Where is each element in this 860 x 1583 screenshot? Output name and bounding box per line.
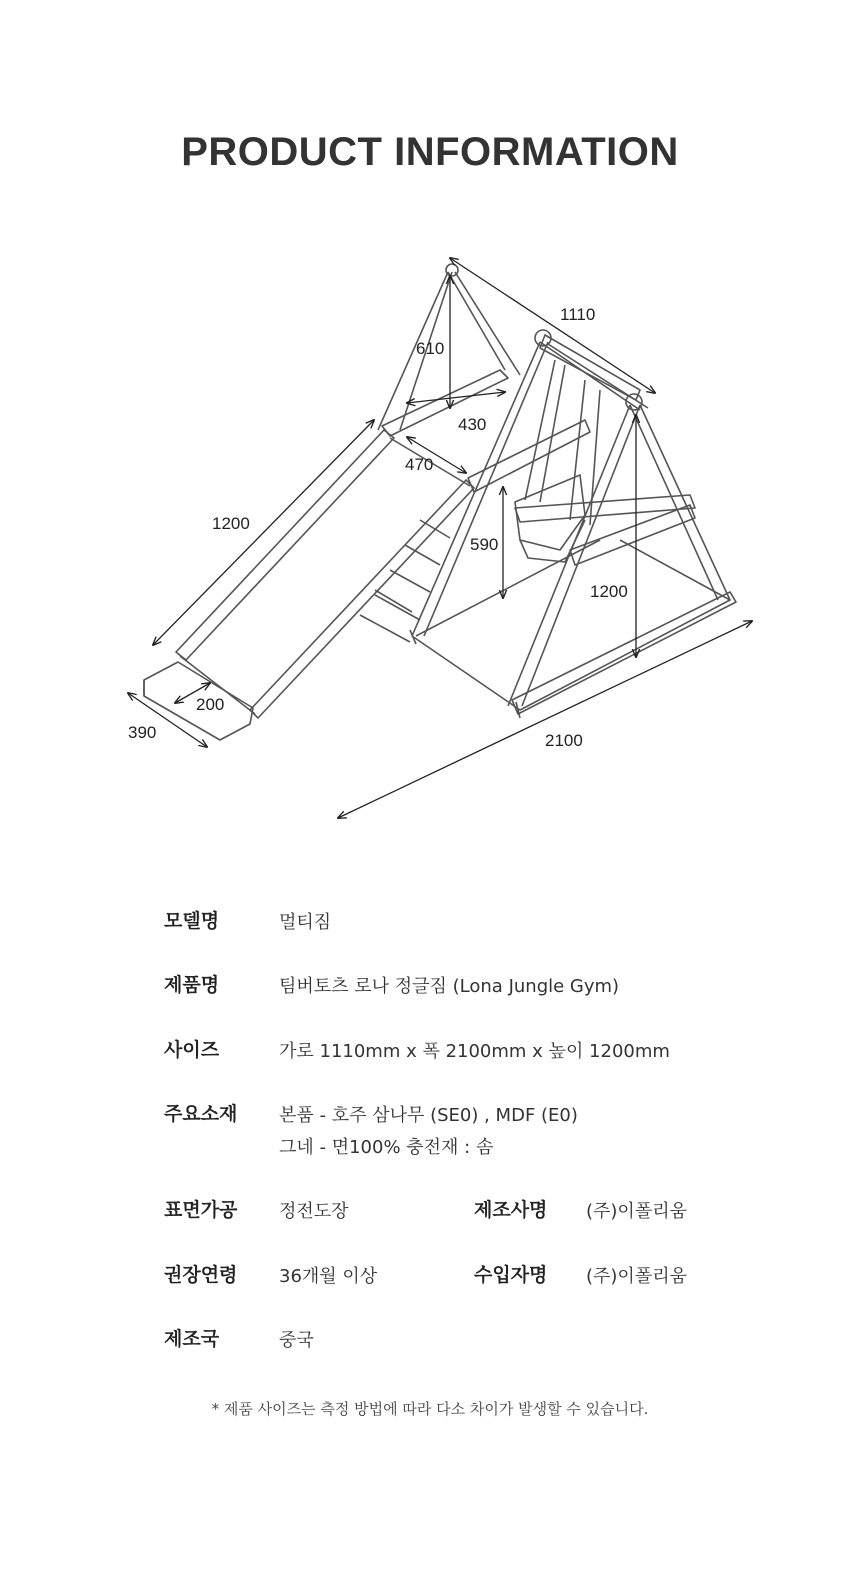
- maker-label: 제조사명: [474, 1199, 548, 1221]
- spec-row-material: [164, 1099, 764, 1169]
- size-label: 사이즈: [164, 1039, 220, 1061]
- product-label: 제품명: [164, 974, 220, 996]
- age-label: 권장연령: [164, 1264, 238, 1286]
- dim-total-length: 2100: [545, 731, 583, 750]
- spec-row-model: [164, 906, 764, 946]
- spec-row-size: [164, 1035, 764, 1075]
- dim-base-depth: 390: [128, 723, 157, 742]
- spec-row-origin: [164, 1324, 764, 1364]
- size-disclaimer: * 제품 사이즈는 측정 방법에 따라 다소 차이가 발생할 수 있습니다.: [211, 1400, 649, 1418]
- dim-total-height: 1200: [590, 582, 628, 601]
- material-label: 주요소재: [164, 1103, 238, 1125]
- finish-value: 정전도장: [279, 1201, 349, 1222]
- dim-top-platform: 430: [458, 415, 487, 434]
- dim-base-width: 200: [196, 695, 225, 714]
- maker-value: (주)이폴리움: [586, 1201, 687, 1222]
- origin-value: 중국: [279, 1330, 314, 1351]
- dim-slide-length: 1200: [212, 514, 250, 533]
- spec-row-product: [164, 970, 764, 1010]
- page-title: PRODUCT INFORMATION: [181, 130, 679, 174]
- dim-frame-height: 610: [416, 339, 445, 358]
- model-value: 멀티짐: [279, 912, 332, 933]
- product-dimension-diagram: [0, 240, 860, 840]
- origin-label: 제조국: [164, 1328, 220, 1350]
- jungle-gym-illustration: [144, 264, 736, 740]
- material-value-swing: 그네 - 면100% 충전재 : 솜: [279, 1137, 494, 1158]
- size-value: 가로 1110mm x 폭 2100mm x 높이 1200mm: [279, 1041, 670, 1062]
- material-value-main: 본품 - 호주 삼나무 (SE0) , MDF (E0): [279, 1105, 578, 1126]
- dim-top-length: 1110: [560, 305, 596, 324]
- importer-value: (주)이폴리움: [586, 1266, 687, 1287]
- dim-slide-top-width: 470: [405, 455, 434, 474]
- finish-label: 표면가공: [164, 1199, 238, 1221]
- spec-row-age: [164, 1260, 764, 1300]
- importer-label: 수입자명: [474, 1264, 548, 1286]
- spec-row-finish: [164, 1195, 764, 1235]
- age-value: 36개월 이상: [279, 1266, 378, 1287]
- model-label: 모델명: [164, 910, 220, 932]
- product-value: 팀버토츠 로나 정글짐 (Lona Jungle Gym): [279, 976, 620, 997]
- dim-swing-height: 590: [470, 535, 499, 554]
